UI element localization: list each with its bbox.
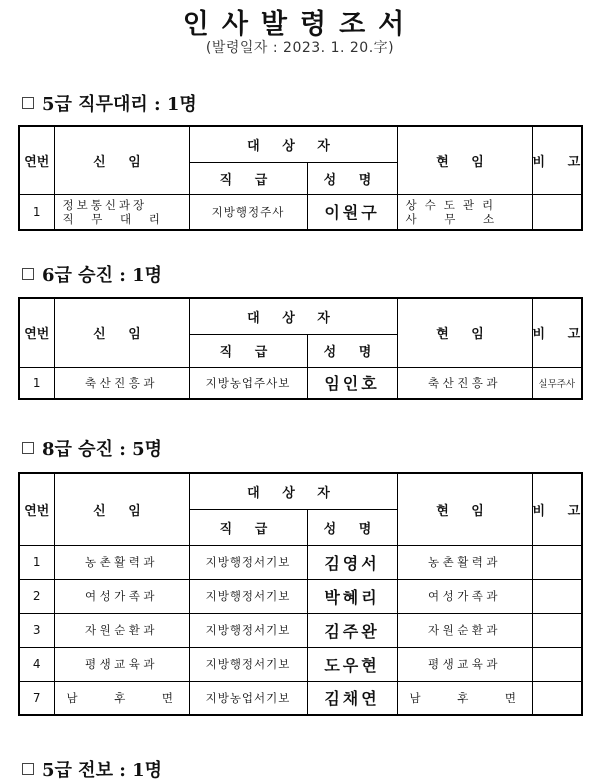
row-rank: 지방행정서기보 bbox=[189, 579, 307, 613]
section-title: 5급 직무대리 : 1명 bbox=[42, 94, 197, 115]
checkbox-square-icon bbox=[22, 763, 34, 775]
row-new-post: 자원순환과 bbox=[54, 613, 189, 647]
row-rank: 지방행정주사 bbox=[189, 194, 307, 230]
row-current bbox=[397, 681, 532, 715]
row-name: 김주완 bbox=[307, 613, 397, 647]
row-no: 2 bbox=[19, 579, 54, 613]
checkbox-square-icon bbox=[22, 268, 34, 280]
new-post-part: 후 bbox=[114, 690, 129, 705]
new-post-part: 남 bbox=[66, 690, 82, 705]
section-heading bbox=[22, 90, 197, 116]
col-header-current: 현 임 bbox=[397, 473, 532, 545]
row-current: 여성가족과 bbox=[397, 579, 532, 613]
row-note bbox=[532, 681, 582, 715]
section-title: 6급 승진 : 1명 bbox=[42, 265, 163, 286]
col-header-new-post: 신 임 bbox=[54, 473, 189, 545]
col-header-note: 비 고 bbox=[532, 473, 582, 545]
current-part: 남 bbox=[409, 690, 425, 705]
appointment-table bbox=[18, 125, 590, 231]
col-header-no: 연번 bbox=[19, 298, 54, 367]
row-no: 1 bbox=[19, 194, 54, 230]
row-no: 1 bbox=[19, 545, 54, 579]
row-no: 3 bbox=[19, 613, 54, 647]
col-header-new-post: 신 임 bbox=[54, 298, 189, 367]
current-line: 상수도관리 bbox=[405, 197, 502, 212]
table-row bbox=[19, 613, 582, 647]
row-name: 이원구 bbox=[307, 194, 397, 230]
row-name: 임인호 bbox=[307, 367, 397, 399]
table-row bbox=[19, 194, 582, 230]
row-new-post: 평생교육과 bbox=[54, 647, 189, 681]
row-note bbox=[532, 194, 582, 230]
appointment-table bbox=[18, 297, 590, 400]
section-heading bbox=[22, 261, 162, 287]
row-no: 1 bbox=[19, 367, 54, 399]
col-header-rank: 직 급 bbox=[189, 334, 307, 367]
new-post-line: 정보통신과장 bbox=[62, 197, 148, 212]
section-heading bbox=[22, 435, 162, 461]
row-rank: 지방행정서기보 bbox=[189, 613, 307, 647]
row-current bbox=[397, 194, 532, 230]
row-name: 도우현 bbox=[307, 647, 397, 681]
section-title: 5급 전보 : 1명 bbox=[42, 760, 163, 781]
document-title: 인사발령조서 bbox=[182, 9, 418, 40]
row-name: 김영서 bbox=[307, 545, 397, 579]
row-new-post: 축산진흥과 bbox=[54, 367, 189, 399]
row-note bbox=[532, 613, 582, 647]
row-rank: 지방농업서기보 bbox=[189, 681, 307, 715]
col-header-rank: 직 급 bbox=[189, 509, 307, 545]
row-note bbox=[532, 579, 582, 613]
row-new-post: 여성가족과 bbox=[54, 579, 189, 613]
row-no: 7 bbox=[19, 681, 54, 715]
table-row bbox=[19, 579, 582, 613]
row-note bbox=[532, 545, 582, 579]
col-header-current: 현 임 bbox=[397, 298, 532, 367]
checkbox-square-icon bbox=[22, 442, 34, 454]
row-current: 축산진흥과 bbox=[397, 367, 532, 399]
col-header-target: 대 상 자 bbox=[189, 126, 397, 162]
col-header-current: 현 임 bbox=[397, 126, 532, 194]
new-post-line: 직 무 대 리 bbox=[62, 211, 167, 226]
row-rank: 지방행정서기보 bbox=[189, 647, 307, 681]
checkbox-square-icon bbox=[22, 97, 34, 109]
row-note: 실무주사 bbox=[532, 367, 582, 399]
row-current: 자원순환과 bbox=[397, 613, 532, 647]
table-row bbox=[19, 681, 582, 715]
section-title: 8급 승진 : 5명 bbox=[42, 439, 163, 460]
current-line: 사 무 소 bbox=[405, 211, 507, 226]
table-row bbox=[19, 545, 582, 579]
col-header-rank: 직 급 bbox=[189, 162, 307, 194]
col-header-name: 성 명 bbox=[307, 162, 397, 194]
row-name: 김채연 bbox=[307, 681, 397, 715]
col-header-no: 연번 bbox=[19, 473, 54, 545]
row-rank: 지방농업주사보 bbox=[189, 367, 307, 399]
table-row bbox=[19, 647, 582, 681]
table-row bbox=[19, 367, 582, 399]
col-header-target: 대 상 자 bbox=[189, 473, 397, 509]
col-header-note: 비 고 bbox=[532, 298, 582, 367]
new-post-part: 면 bbox=[161, 690, 177, 705]
row-name: 박혜리 bbox=[307, 579, 397, 613]
current-part: 후 bbox=[457, 690, 472, 705]
document-subtitle: (발령일자 : 2023. 1. 20.字) bbox=[205, 40, 395, 56]
col-header-target: 대 상 자 bbox=[189, 298, 397, 334]
col-header-name: 성 명 bbox=[307, 334, 397, 367]
col-header-name: 성 명 bbox=[307, 509, 397, 545]
row-new-post: 농촌활력과 bbox=[54, 545, 189, 579]
appointment-table bbox=[18, 472, 590, 716]
row-note bbox=[532, 647, 582, 681]
row-current: 농촌활력과 bbox=[397, 545, 532, 579]
current-part: 면 bbox=[504, 690, 520, 705]
col-header-no: 연번 bbox=[19, 126, 54, 194]
row-new-post bbox=[54, 681, 189, 715]
row-no: 4 bbox=[19, 647, 54, 681]
row-current: 평생교육과 bbox=[397, 647, 532, 681]
col-header-new-post: 신 임 bbox=[54, 126, 189, 194]
col-header-note: 비 고 bbox=[532, 126, 582, 194]
row-new-post bbox=[54, 194, 189, 230]
row-rank: 지방행정서기보 bbox=[189, 545, 307, 579]
section-heading bbox=[22, 756, 162, 782]
